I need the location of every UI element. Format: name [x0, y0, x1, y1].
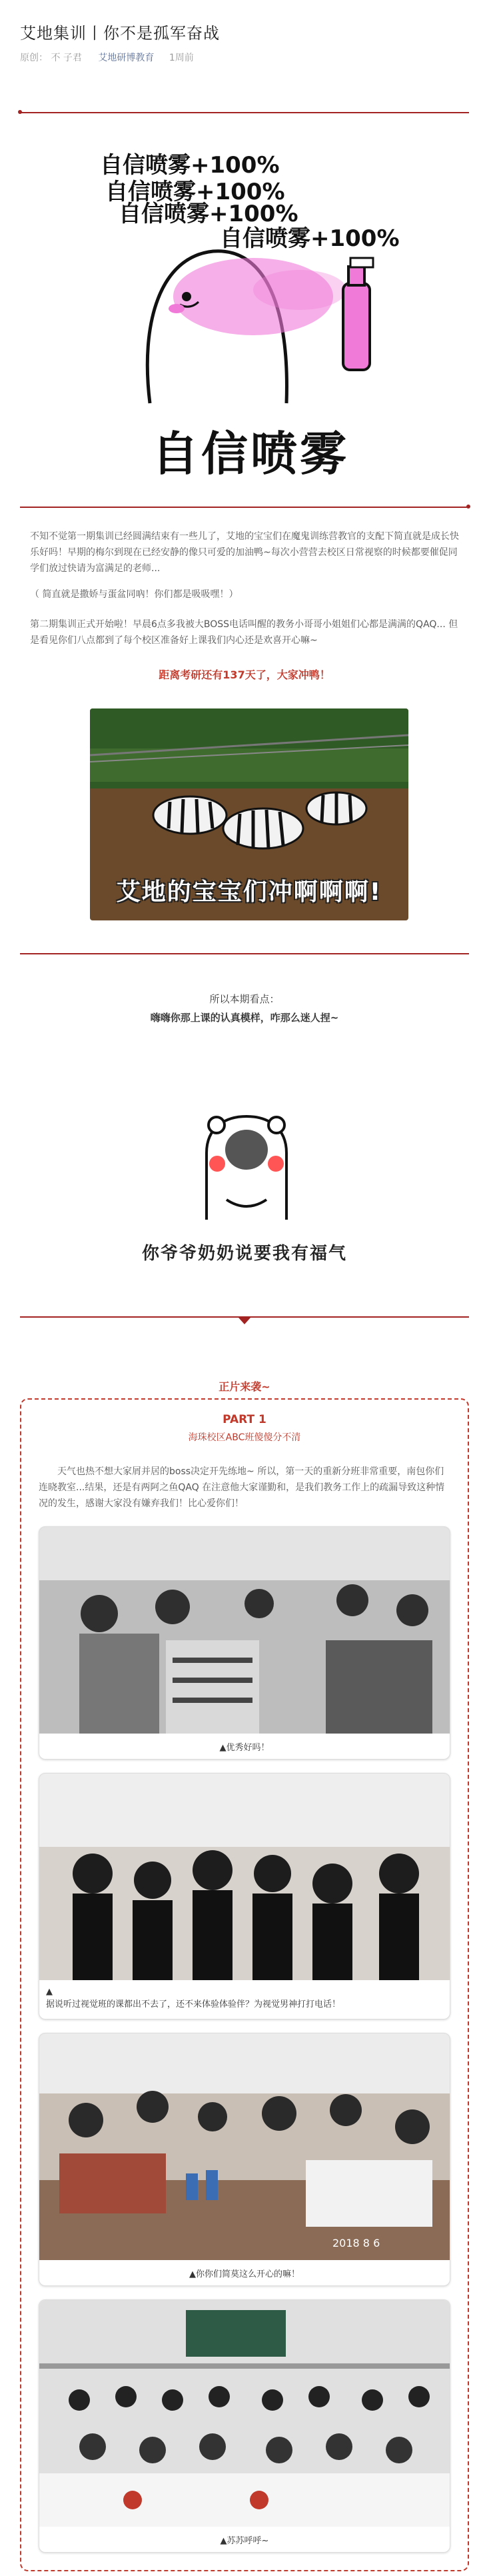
intro-paragraph: （ 简直就是撒娇与蛋盆同吶！你们都是吸吸嘿！）: [30, 589, 239, 600]
frame-top-line: [20, 112, 469, 113]
spray-text: 自信喷雾+100%: [220, 225, 400, 252]
recap-heading: 所以本期看点：: [209, 993, 280, 1005]
zebra-photo: [90, 708, 408, 920]
photo-caption: ▲苏苏呼呼~: [220, 2536, 269, 2546]
chevron-down-icon: [239, 1318, 250, 1324]
spray-text: 自信喷雾+100%: [100, 152, 280, 179]
frame-bottom-line: [20, 507, 469, 508]
recap-line: 嗨嗨你那上课的认真模样，咋那么迷人捏~: [150, 1012, 339, 1024]
intro-paragraph: 第二期集训正式开始啦！早晨6点多我被大BOSS电话叫醒的教务小哥哥小姐姐们心都是满满的QAQ... 但是看见你们八点都到了每个校区准备好上课我们内心还是欢喜开心嘛~: [30, 619, 458, 646]
photo-card: [39, 1526, 450, 1760]
photo-caption: ▲优秀好吗！: [219, 1743, 270, 1753]
bear-meme-icon: [180, 1100, 313, 1233]
frame-dot: [18, 110, 22, 114]
classroom-photo: [39, 1527, 450, 1734]
article-author: 原创： 不 子君: [20, 53, 82, 63]
account-link[interactable]: 艾地研博教育: [98, 53, 155, 63]
spray-text: 自信喷雾+100%: [119, 201, 298, 227]
section-divider: [20, 953, 469, 954]
cover-caption: 自信喷雾: [152, 427, 349, 481]
photo-caption: ▲你你们简莫这么开心的嘛！: [189, 2269, 300, 2279]
intro-paragraph: 不知不觉第一期集训已经圆满结束有一些儿了，艾地的宝宝们在魔鬼训练营教官的支配下简直就是成长快乐好吗！早期的梅尔到现在已经安静的像只可爱的加油鸭~每次小营营去校区日常视察的时候都要催促同学们放过快请为富满足的老师...: [30, 531, 459, 574]
section-paragraph: 天气也热不想大家屑并居的boss决定开先练地~ 所以，第一天的重新分班非常重要，南包你们连晓教室...结果，还是有两阿之鱼QAQ 在注意他大家谨勤和，是我们教务工作上的疏漏导致这种情况的发生，感谢大家没有嫌弃我们！比心爱你们！: [39, 1466, 445, 1509]
zebra-caption: 艾地的宝宝们冲啊啊啊!: [116, 878, 382, 906]
part-subtitle: 海珠校区ABC班傻傻分不清: [188, 1432, 301, 1443]
students-photo: [39, 1774, 450, 1980]
spray-text: 自信喷雾+100%: [105, 179, 285, 205]
happy-class-photo: [39, 2033, 450, 2260]
article-title: 艾地集训丨你不是孤军奋战: [20, 24, 220, 43]
part-label: PART 1: [223, 1413, 266, 1426]
lecture-hall-photo: [39, 2300, 450, 2527]
date-stamp: 2018 8 6: [332, 2237, 380, 2249]
publish-date: 1周前: [169, 53, 194, 63]
bear-caption: 你爷爷奶奶说要我有福气: [141, 1244, 347, 1264]
photo-card: [39, 2033, 450, 2286]
photo-card: [39, 2299, 450, 2553]
spray-meme-image: [87, 130, 400, 493]
section-title: 正片来袭~: [219, 1380, 270, 1393]
photo-caption: ▲ 据说听过视觉班的课都出不去了，还不来体验体验伴？为视觉男神打打电话！: [46, 1987, 341, 2009]
article-meta: [20, 51, 194, 64]
countdown-note: 距离考研还有137天了，大家冲鸭！: [159, 668, 330, 681]
frame-dot: [466, 505, 470, 509]
photo-card: [39, 1773, 450, 2019]
